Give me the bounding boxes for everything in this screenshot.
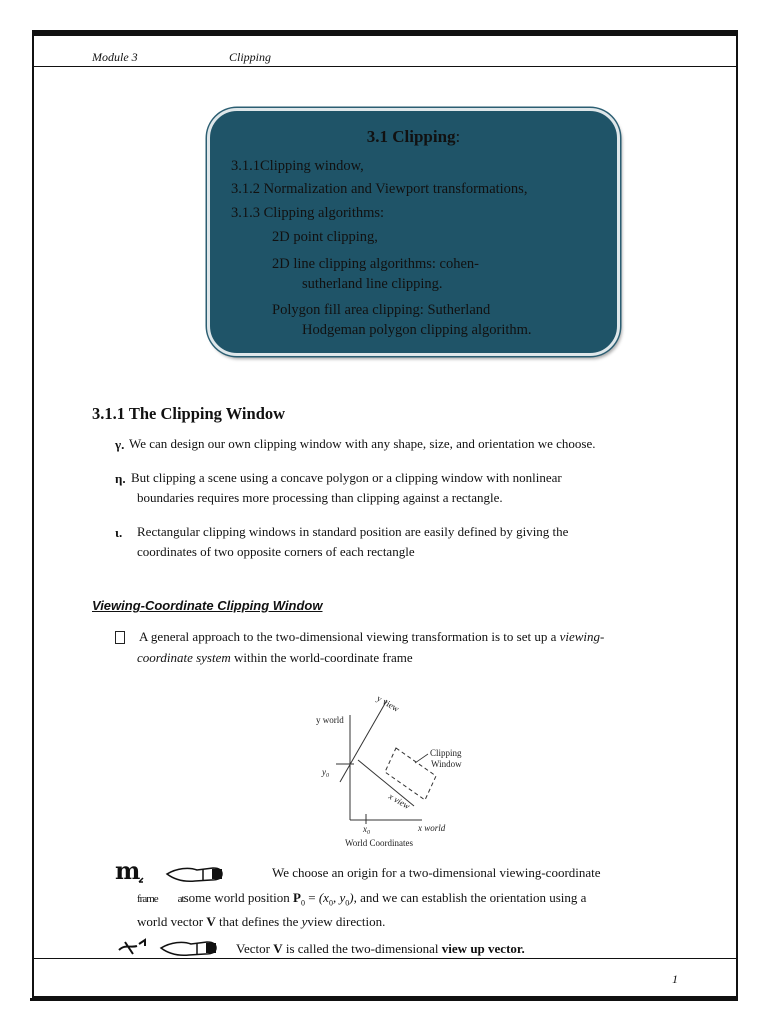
world-coordinates-figure bbox=[310, 690, 480, 850]
viewing-para-line-1: A general approach to the two-dimensional viewing transformation is to set up a viewing- bbox=[139, 629, 605, 644]
toc-line-5: 2D line clipping algorithms: cohen- bbox=[272, 256, 479, 272]
header-title: Clipping bbox=[229, 50, 272, 64]
pointing-hand-icon-2 bbox=[161, 942, 216, 955]
y0-label: $y_0$ bbox=[322, 767, 329, 779]
x-view-label: x view bbox=[387, 791, 412, 812]
header-divider bbox=[34, 66, 736, 67]
wingdings-glyphs-line-1 bbox=[115, 860, 235, 886]
bullet-gamma: γ. bbox=[115, 437, 125, 452]
toc-line-3: 3.1.3 Clipping algorithms: bbox=[231, 205, 385, 221]
toc-heading: 3.1 Clipping: bbox=[366, 127, 461, 146]
clipping-label: Clipping bbox=[430, 748, 462, 758]
section-heading: 3.1.1 The Clipping Window bbox=[92, 404, 286, 423]
para2-line-2: frame atsome world position $P_0 = (x_0$, $y_0$), and we can establish the orientation using a bbox=[137, 890, 587, 908]
wingdings-glyphs-line-2 bbox=[117, 934, 227, 958]
page-number: 1 bbox=[672, 972, 678, 986]
y-world-label: y world bbox=[316, 715, 344, 725]
toc-line-6: sutherland line clipping. bbox=[302, 276, 443, 292]
figure-caption: World Coordinates bbox=[345, 838, 414, 848]
para2-line-1: We choose an origin for a two-dimensional viewing-coordinate bbox=[272, 865, 601, 880]
toc-box bbox=[207, 108, 620, 356]
window-label: Window bbox=[431, 759, 462, 769]
header-module: Module 3 bbox=[92, 50, 138, 64]
item-2-line-1: But clipping a scene using a concave polygon or a clipping window with nonlinear bbox=[131, 470, 562, 485]
item-1-line-1: We can design our own clipping window with any shape, size, and orientation we choose. bbox=[129, 436, 596, 451]
clipping-pointer bbox=[415, 754, 428, 763]
bottom-rule bbox=[30, 998, 738, 1001]
y-view-axis bbox=[340, 700, 387, 782]
glyph-scribble-icon bbox=[119, 940, 145, 954]
viewing-para-line-2: coordinate system within the world-coordinate frame bbox=[137, 650, 413, 665]
toc-line-2: 3.1.2 Normalization and Viewport transformations, bbox=[231, 181, 528, 197]
viewing-subheading: Viewing-Coordinate Clipping Window bbox=[92, 598, 323, 613]
missing-glyph-bullet bbox=[115, 631, 125, 644]
para2-line-3: world vector V that defines the yview direction. bbox=[137, 914, 386, 929]
glyph-m-icon: m bbox=[115, 860, 141, 885]
toc-line-7: Polygon fill area clipping: Sutherland bbox=[272, 302, 491, 318]
para3-line: Vector V is called the two-dimensional view up vector. bbox=[236, 941, 525, 956]
footer-divider bbox=[34, 958, 736, 959]
item-3-line-1: Rectangular clipping windows in standard position are easily defined by giving the bbox=[137, 524, 569, 539]
bullet-eta: η. bbox=[115, 471, 126, 486]
toc-line-8: Hodgeman polygon clipping algorithm. bbox=[302, 322, 532, 338]
x0-label: $x_0$ bbox=[363, 824, 370, 836]
x-world-label: x world bbox=[418, 823, 446, 833]
toc-line-1: 3.1.1Clipping window, bbox=[231, 158, 364, 174]
pointing-hand-icon bbox=[167, 868, 222, 881]
toc-line-4: 2D point clipping, bbox=[272, 229, 378, 245]
item-2-line-2: boundaries requires more processing than clipping against a rectangle. bbox=[137, 490, 503, 505]
item-3-line-2: coordinates of two opposite corners of each rectangle bbox=[137, 544, 415, 559]
bullet-iota: ι. bbox=[115, 525, 123, 540]
y-view-label: y view bbox=[375, 693, 402, 714]
